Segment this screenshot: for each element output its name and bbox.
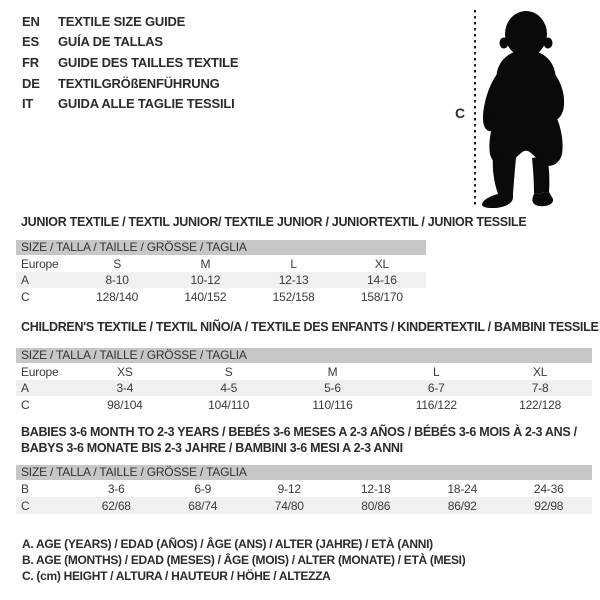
children-size-header-bar: SIZE / TALLA / TAILLE / GRÖSSE / TAGLIA [16,348,592,363]
row-label: A [21,381,29,395]
row-label: C [21,289,30,304]
cell-value: 80/86 [361,498,391,513]
cell-value: 5-6 [324,381,341,395]
legend-line-b: B. AGE (MONTHS) / EDAD (MESES) / ÂGE (MOIS) / ALTER (MONATE) / ETÀ (MESI) [22,553,466,567]
cell-value: 128/140 [96,289,139,304]
cell-value: 4-5 [220,381,238,395]
children-row-c [16,396,592,413]
language-code: FR [22,54,39,70]
babies-row-b [16,480,592,497]
cell-value: S [224,364,233,379]
measurement-legend [22,536,465,584]
language-row-de [22,73,238,94]
babies-table [16,424,592,514]
cell-value: 158/170 [360,289,403,304]
language-code: DE [22,75,40,91]
cell-value: S [113,256,122,271]
baby-silhouette [480,8,574,208]
language-guide-title: GUIDE DES TAILLES TEXTILE [58,54,239,70]
language-guide-title: GUÍA DE TALLAS [58,34,163,50]
cell-value: 18-24 [447,481,478,496]
cell-value: 14-16 [367,273,397,287]
row-label: C [21,397,30,412]
cell-value: 10-12 [190,273,221,287]
children-row-europe [16,363,592,380]
cell-value: XL [374,256,390,271]
junior-row-c [16,288,426,305]
language-guide-title: TEXTILE SIZE GUIDE [58,13,186,29]
cell-value: 12-13 [278,273,309,287]
cell-value: 3-4 [116,381,134,395]
children-row-a [16,380,592,396]
cell-value: 68/74 [188,498,218,513]
cell-value: 74/80 [274,498,304,513]
cell-value: 62/68 [101,498,131,513]
cell-value: 12-18 [360,481,391,496]
language-guide-title: GUIDA ALLE TAGLIE TESSILI [58,96,235,112]
cell-value: XL [532,364,548,379]
cell-value: 110/116 [312,397,353,412]
language-guide-title: TEXTILGRÖßENFÜHRUNG [58,75,220,91]
legend-line-c: C. (cm) HEIGHT / ALTURA / HAUTEUR / HÖHE / ALTEZZA [22,569,331,583]
cell-value: 92/98 [534,498,564,513]
legend-line-a: A. AGE (YEARS) / EDAD (AÑOS) / ÂGE (ANS) / ALTER (JAHRE) / ETÀ (ANNI) [22,537,433,551]
cell-value: XS [117,364,133,379]
cell-value: 152/158 [272,289,315,304]
language-code: ES [22,34,39,50]
language-row-fr [22,52,238,73]
junior-row-a [16,272,426,288]
babies-title-line-1: BABIES 3-6 MONTH TO 2-3 YEARS / BEBÉS 3-6 MESES A 2-3 AÑOS / BÉBÉS 3-6 MOIS À 2-3 ANS / [21,425,577,439]
language-row-es [22,32,238,53]
babies-title-line-2: BABYS 3-6 MONATE BIS 2-3 JAHRE / BAMBINI 3-6 MESI A 2-3 ANNI [21,441,403,455]
language-row-it [22,93,238,114]
cell-value: L [290,256,297,271]
cell-value: 98/104 [107,397,143,412]
height-dashed-line [474,10,476,208]
junior-table [16,215,527,305]
cell-value: M [200,256,211,271]
cell-value: 24-36 [533,481,564,496]
height-marker-c-label: C [455,105,466,121]
cell-value: 9-12 [277,481,301,496]
row-label: Europe [21,256,59,271]
cell-value: M [327,364,338,379]
row-label: A [21,273,29,287]
cell-value: 8-10 [105,273,129,287]
language-code: EN [22,13,40,29]
language-header [22,11,238,114]
children-table [16,320,599,413]
junior-size-header-bar: SIZE / TALLA / TAILLE / GRÖSSE / TAGLIA [16,240,426,255]
row-label: C [21,498,30,513]
cell-value: L [433,364,440,379]
cell-value: 122/128 [519,397,562,412]
cell-value: 116/122 [415,397,457,412]
cell-value: 140/152 [184,289,227,304]
row-label: Europe [21,364,59,379]
cell-value: 7-8 [531,381,549,395]
language-row-en [22,11,238,32]
babies-size-header-bar: SIZE / TALLA / TAILLE / GRÖSSE / TAGLIA [16,465,592,480]
cell-value: 6-7 [427,381,445,395]
children-table-title: CHILDREN'S TEXTILE / TEXTIL NIÑO/A / TEXTILE DES ENFANTS / KINDERTEXTIL / BAMBINI TESSILE [21,320,599,334]
cell-value: 86/92 [447,498,477,513]
language-code: IT [22,96,34,112]
cell-value: 6-9 [194,481,212,496]
cell-value: 3-6 [107,481,125,496]
junior-row-europe [16,255,426,272]
junior-table-title: JUNIOR TEXTILE / TEXTIL JUNIOR/ TEXTILE JUNIOR / JUNIORTEXTIL / JUNIOR TESSILE [21,215,527,229]
babies-row-c [16,497,592,514]
babies-table-title [16,424,592,465]
row-label: B [21,481,29,496]
cell-value: 104/110 [208,397,250,412]
